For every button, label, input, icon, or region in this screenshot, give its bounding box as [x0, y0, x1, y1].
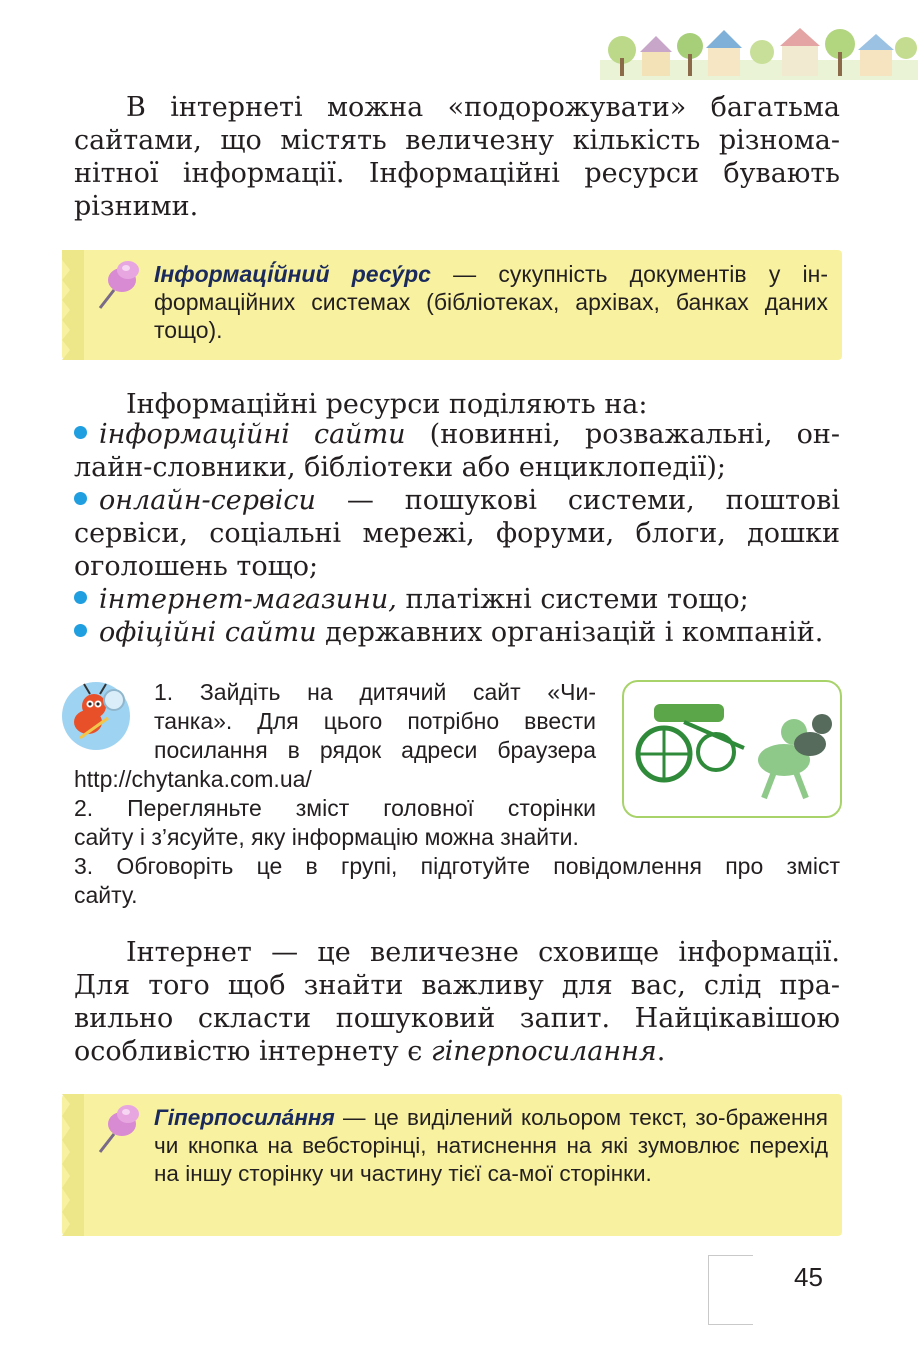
internet-line-2: Для того щоб знайти важливу для вас, слід пра-: [74, 970, 840, 1001]
box-torn-edge: [62, 250, 84, 360]
list-item-text: — пошукові системи, поштові сервіси, соціальні мережі, форуми, блоги, дошки оголошень тощо;: [74, 485, 840, 582]
list-item-text: державних організацій і компаній.: [316, 617, 824, 648]
internet-paragraph: [74, 936, 840, 1068]
list-item: [74, 583, 840, 616]
task-line-3: посилання в рядок адреси браузера: [154, 737, 596, 763]
bullet-dot: [74, 426, 87, 439]
list-item-text: платіжні системи тощо;: [396, 584, 749, 615]
internet-line-3: вильно скласти пошуковий запит. Найцікавішою: [74, 1003, 840, 1034]
internet-line-4-suffix: .: [656, 1036, 666, 1067]
list-item: [74, 484, 840, 583]
bullet-dot: [74, 624, 87, 637]
definition-text-resource: [154, 260, 828, 344]
task-line-2: танка». Для цього потрібно ввести: [154, 708, 596, 734]
definition-box-resource: [62, 250, 842, 360]
definition-body-hyperlink: — це виділений кольором текст, зо-браження чи кнопка на вебсторінці, натиснення на які зумовлює перехід на іншу сторінку чи частину тієї са-мої сторінки.: [154, 1105, 828, 1186]
page-corner-frame: [708, 1255, 753, 1325]
resources-intro: [74, 388, 840, 421]
page-number: 45: [794, 1262, 823, 1292]
pushpin-icon: [90, 1100, 142, 1162]
houses-trees-decoration: [600, 22, 918, 80]
list-item-term: інформаційні сайти: [99, 419, 406, 450]
term-hyperlink: Гіперпосила́ння: [154, 1105, 335, 1130]
list-item: [74, 616, 840, 649]
task-line-5: 2. Перегляньте зміст головної сторінки: [74, 795, 596, 821]
task-url: http://chytanka.com.ua/: [74, 766, 312, 792]
task-line-7: 3. Обговоріть це в групі, підготуйте повідомлення про зміст: [74, 853, 840, 879]
resource-list: [74, 418, 840, 649]
internet-line-4: [74, 1035, 840, 1068]
intro-line-2: сайтами, що містять величезну кількість різнома-: [74, 125, 840, 156]
list-item-term: офіційні сайти: [99, 617, 317, 648]
intro-line-1: В інтернеті можна «подорожувати» багатьма: [126, 92, 840, 123]
task-line-6: сайту і з’ясуйте, яку інформацію можна знайти.: [74, 824, 579, 850]
list-item-term: інтернет-магазини,: [99, 584, 397, 615]
hyperlink-term-inline: гіперпосилання: [430, 1036, 657, 1067]
task-block: [74, 678, 840, 910]
definition-text-hyperlink: [154, 1104, 828, 1188]
intro-line-4: різними.: [74, 191, 199, 222]
intro-paragraph: [74, 91, 840, 223]
definition-box-hyperlink: [62, 1094, 842, 1236]
list-item-text: (новинні, розважальні, он-лайн-словники, бібліотеки або енциклопедії);: [74, 419, 840, 483]
task-line-8: сайту.: [74, 882, 138, 908]
box-torn-edge: [62, 1094, 84, 1236]
list-item: [74, 418, 840, 484]
term-information-resource: Інформаці́йний ресу́рс: [154, 261, 431, 287]
list-item-term: онлайн-сервіси: [99, 485, 316, 516]
pushpin-icon: [90, 256, 142, 318]
internet-line-1: Інтернет — це величезне сховище інформації.: [126, 937, 840, 968]
resources-intro-text: Інформаційні ресурси поділяють на:: [126, 389, 648, 420]
definition-body-resource: — сукупність документів у ін-формаційних системах (бібліотеках, архівах, банках даних тощо).: [154, 261, 828, 343]
intro-line-3: нітної інформації. Інформаційні ресурси бувають: [74, 158, 840, 189]
task-line-1: 1. Зайдіть на дитячий сайт «Чи-: [154, 679, 596, 705]
bullet-dot: [74, 591, 87, 604]
internet-line-4-prefix: особливістю інтернету є: [74, 1036, 431, 1067]
bullet-dot: [74, 492, 87, 505]
